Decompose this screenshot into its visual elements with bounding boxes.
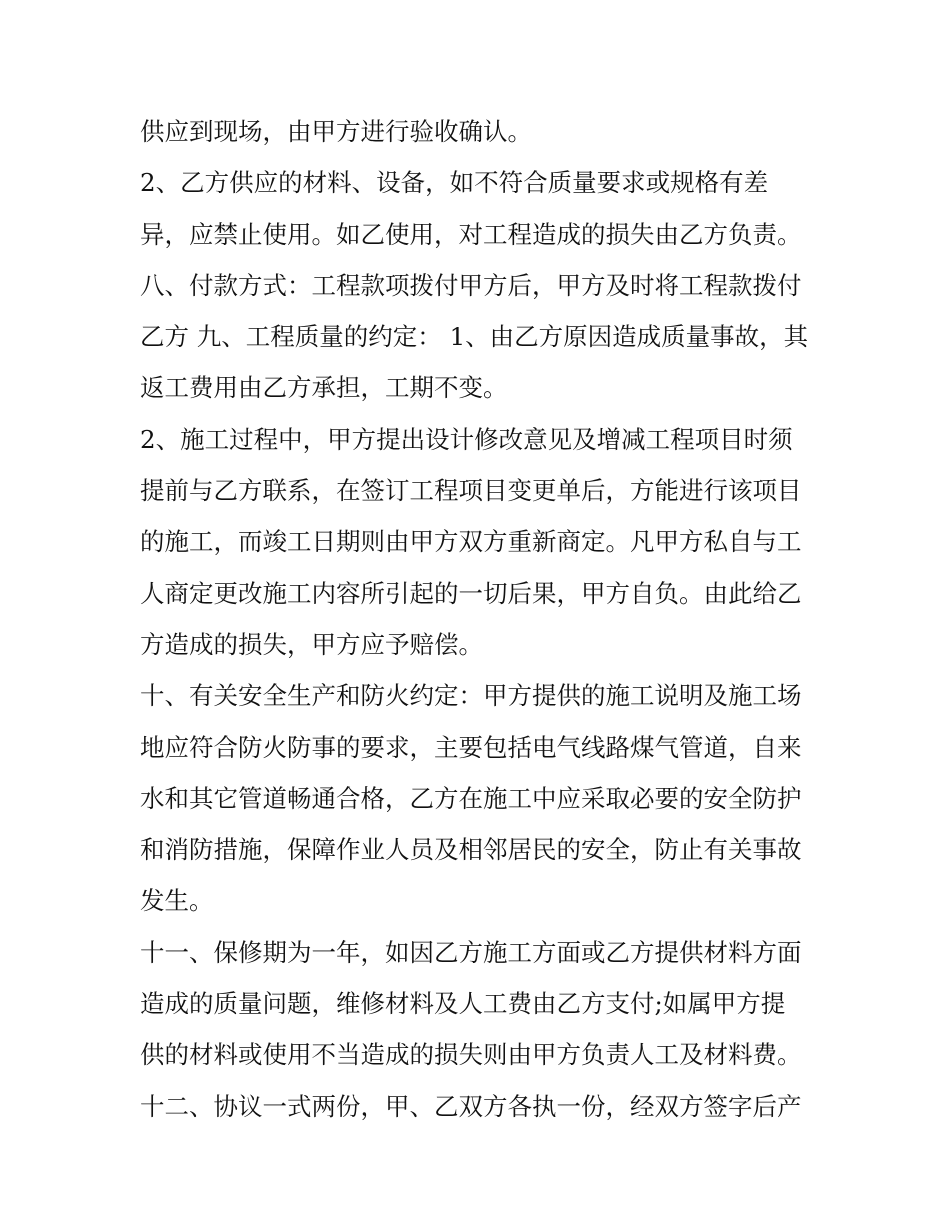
text-line: 和消防措施，保障作业人员及相邻居民的安全，防止有关事故	[140, 835, 802, 865]
text-line: 供应到现场，由甲方进行验收确认。	[140, 117, 532, 146]
text-line: 十、有关安全生产和防火约定：甲方提供的施工说明及施工场	[140, 681, 802, 711]
contract-text	[140, 106, 840, 1132]
text-line: 十一、保修期为一年，如因乙方施工方面或乙方提供材料方面	[140, 937, 802, 967]
text-line: 提前与乙方联系，在签订工程项目变更单后，方能进行该项目	[140, 476, 802, 506]
text-line: 方造成的损失，甲方应予赔偿。	[140, 629, 483, 659]
text-line: 供的材料或使用不当造成的损失则由甲方负责人工及材料费。	[140, 1040, 802, 1070]
text-line: 发生。	[140, 886, 214, 916]
text-line: 水和其它管道畅通合格，乙方在施工中应采取必要的安全防护	[140, 783, 802, 813]
text-line: 的施工，而竣工日期则由甲方双方重新商定。凡甲方私自与工	[140, 527, 802, 557]
text-line: 人商定更改施工内容所引起的一切后果，甲方自负。由此给乙	[140, 578, 802, 608]
text-line: 2、乙方供应的材料、设备，如不符合质量要求或规格有差	[140, 168, 769, 198]
text-line: 异，应禁止使用。如乙使用，对工程造成的损失由乙方负责。	[140, 219, 802, 249]
text-line: 乙方 九、工程质量的约定： 1、由乙方原因造成质量事故，其	[140, 322, 809, 352]
text-line: 造成的质量问题，维修材料及人工费由乙方支付;如属甲方提	[140, 989, 786, 1019]
text-line: 2、施工过程中，甲方提出设计修改意见及增减工程项目时须	[140, 424, 793, 454]
text-line: 返工费用由乙方承担，工期不变。	[140, 373, 508, 403]
text-line: 八、付款方式：工程款项拨付甲方后，甲方及时将工程款拨付	[140, 270, 802, 300]
text-line: 地应符合防火防事的要求，主要包括电气线路煤气管道，自来	[140, 732, 802, 762]
text-line: 十二、协议一式两份，甲、乙双方各执一份，经双方签字后产	[140, 1091, 802, 1121]
